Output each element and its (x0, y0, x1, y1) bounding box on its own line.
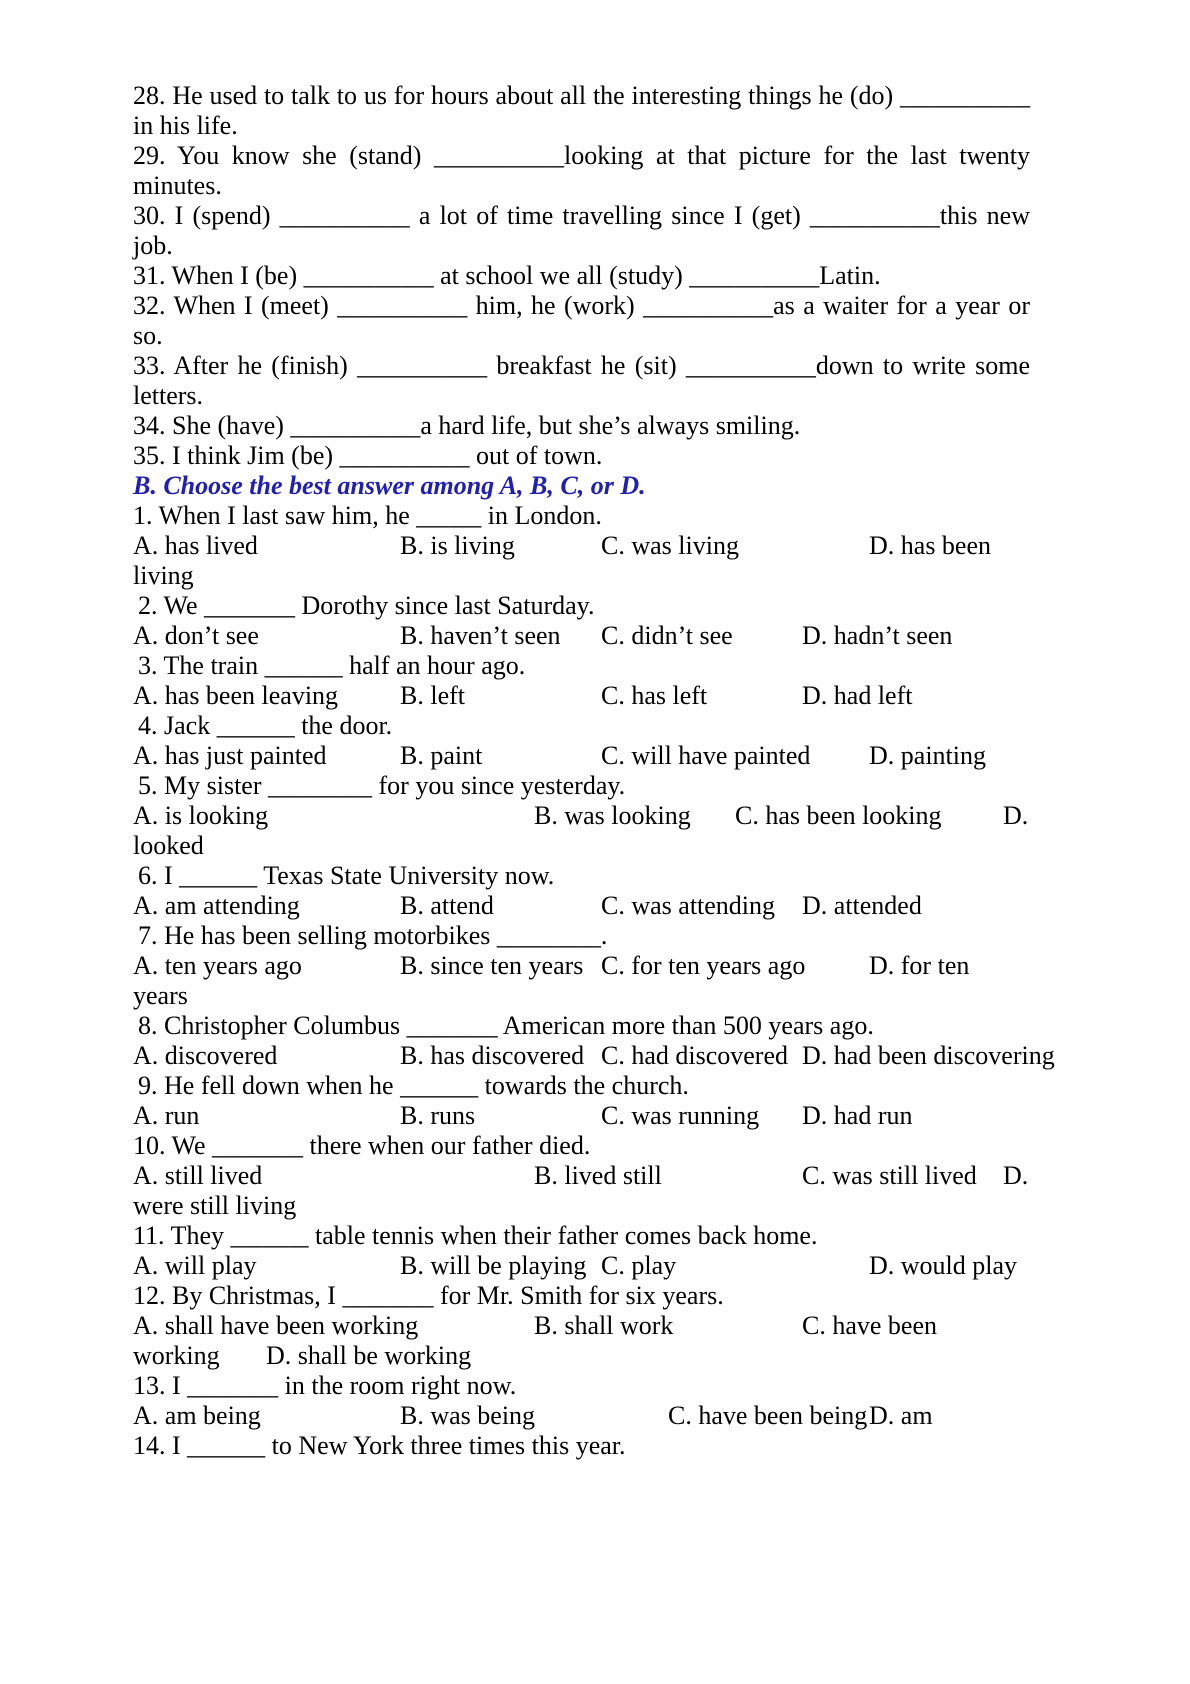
question-33-line-1: 33. After he (finish) __________ breakfast he (sit) __________down to write some (133, 351, 1030, 380)
question-28-line-1: 28. He used to talk to us for hours about all the interesting things he (do) __________ (133, 81, 1030, 110)
mcq-10-stem: 10. We _______ there when our father died. (133, 1131, 591, 1160)
question-29-line-2: minutes. (133, 171, 222, 200)
mcq-12-stem: 12. By Christmas, I _______ for Mr. Smith for six years. (133, 1281, 724, 1310)
mcq-8-option-c: C. had discovered (601, 1041, 789, 1070)
mcq-2-option-b: B. haven’t seen (400, 621, 561, 650)
mcq-9-option-c: C. was running (601, 1101, 760, 1130)
mcq-1-option-d: D. has been (869, 531, 992, 560)
mcq-12-option-c-continued: working (133, 1341, 220, 1370)
mcq-5-option-d: D. (1003, 801, 1029, 830)
mcq-14-stem: 14. I ______ to New York three times this year. (133, 1431, 626, 1460)
mcq-11-stem: 11. They ______ table tennis when their father comes back home. (133, 1221, 818, 1250)
mcq-2-stem: 2. We _______ Dorothy since last Saturday. (138, 591, 595, 620)
mcq-6-option-c: C. was attending (601, 891, 776, 920)
mcq-11-option-b: B. will be playing (400, 1251, 587, 1280)
question-33-line-2: letters. (133, 381, 204, 410)
mcq-11-option-a: A. will play (133, 1251, 257, 1280)
mcq-9-option-a: A. run (133, 1101, 200, 1130)
mcq-10-option-d-continued: were still living (133, 1191, 297, 1220)
mcq-10-option-d: D. (1003, 1161, 1029, 1190)
mcq-13-option-b: B. was being (400, 1401, 536, 1430)
question-34: 34. She (have) __________a hard life, but she’s always smiling. (133, 411, 801, 440)
mcq-9-stem: 9. He fell down when he ______ towards the church. (138, 1071, 689, 1100)
mcq-13-option-d: D. am (869, 1401, 933, 1430)
mcq-11-option-d: D. would play (869, 1251, 1018, 1280)
mcq-3-option-a: A. has been leaving (133, 681, 339, 710)
mcq-5-option-c: C. has been looking (735, 801, 942, 830)
mcq-1-stem: 1. When I last saw him, he _____ in London. (133, 501, 602, 530)
section-b-heading: B. Choose the best answer among A, B, C, or D. (133, 471, 646, 500)
mcq-6-option-a: A. am attending (133, 891, 300, 920)
mcq-10-option-b: B. lived still (534, 1161, 662, 1190)
mcq-3-option-d: D. had left (802, 681, 913, 710)
mcq-12-option-c: C. have been (802, 1311, 938, 1340)
question-35: 35. I think Jim (be) __________ out of town. (133, 441, 603, 470)
mcq-12-option-a: A. shall have been working (133, 1311, 419, 1340)
mcq-1-option-c: C. was living (601, 531, 739, 560)
mcq-7-option-d: D. for ten (869, 951, 970, 980)
mcq-9-option-d: D. had run (802, 1101, 913, 1130)
mcq-7-stem: 7. He has been selling motorbikes ________. (138, 921, 608, 950)
mcq-8-option-a: A. discovered (133, 1041, 278, 1070)
mcq-5-option-a: A. is looking (133, 801, 269, 830)
mcq-7-option-a: A. ten years ago (133, 951, 302, 980)
question-31: 31. When I (be) __________ at school we all (study) __________Latin. (133, 261, 881, 290)
question-28-line-2: in his life. (133, 111, 238, 140)
question-29-line-1: 29. You know she (stand) __________looking at that picture for the last twenty (133, 141, 1030, 170)
mcq-4-option-b: B. paint (400, 741, 483, 770)
mcq-6-option-b: B. attend (400, 891, 494, 920)
mcq-1-option-a: A. has lived (133, 531, 258, 560)
mcq-4-option-d: D. painting (869, 741, 986, 770)
mcq-6-option-d: D. attended (802, 891, 922, 920)
mcq-8-option-d: D. had been discovering (802, 1041, 1055, 1070)
mcq-8-option-b: B. has discovered (400, 1041, 585, 1070)
mcq-4-option-c: C. will have painted (601, 741, 811, 770)
mcq-5-option-b: B. was looking (534, 801, 691, 830)
mcq-4-option-a: A. has just painted (133, 741, 327, 770)
mcq-7-option-b: B. since ten years (400, 951, 584, 980)
mcq-7-option-c: C. for ten years ago (601, 951, 806, 980)
question-30-line-2: job. (133, 231, 173, 260)
mcq-3-stem: 3. The train ______ half an hour ago. (138, 651, 526, 680)
mcq-7-option-d-continued: years (133, 981, 188, 1010)
mcq-12-option-d: D. shall be working (266, 1341, 472, 1370)
mcq-3-option-c: C. has left (601, 681, 708, 710)
mcq-1-option-d-continued: living (133, 561, 194, 590)
mcq-13-option-c: C. have been being (668, 1401, 868, 1430)
mcq-5-stem: 5. My sister ________ for you since yesterday. (138, 771, 626, 800)
mcq-6-stem: 6. I ______ Texas State University now. (138, 861, 555, 890)
mcq-1-option-b: B. is living (400, 531, 515, 560)
mcq-11-option-c: C. play (601, 1251, 677, 1280)
mcq-12-option-b: B. shall work (534, 1311, 674, 1340)
mcq-5-option-d-continued: looked (133, 831, 204, 860)
question-32-line-1: 32. When I (meet) __________ him, he (work) __________as a waiter for a year or (133, 291, 1030, 320)
mcq-10-option-a: A. still lived (133, 1161, 263, 1190)
mcq-9-option-b: B. runs (400, 1101, 476, 1130)
question-32-line-2: so. (133, 321, 163, 350)
mcq-2-option-c: C. didn’t see (601, 621, 733, 650)
mcq-8-stem: 8. Christopher Columbus _______ American more than 500 years ago. (138, 1011, 874, 1040)
mcq-13-stem: 13. I _______ in the room right now. (133, 1371, 517, 1400)
mcq-2-option-a: A. don’t see (133, 621, 259, 650)
mcq-2-option-d: D. hadn’t seen (802, 621, 953, 650)
mcq-4-stem: 4. Jack ______ the door. (138, 711, 393, 740)
mcq-10-option-c: C. was still lived (802, 1161, 977, 1190)
question-30-line-1: 30. I (spend) __________ a lot of time travelling since I (get) __________this new (133, 201, 1030, 230)
mcq-3-option-b: B. left (400, 681, 465, 710)
mcq-13-option-a: A. am being (133, 1401, 261, 1430)
